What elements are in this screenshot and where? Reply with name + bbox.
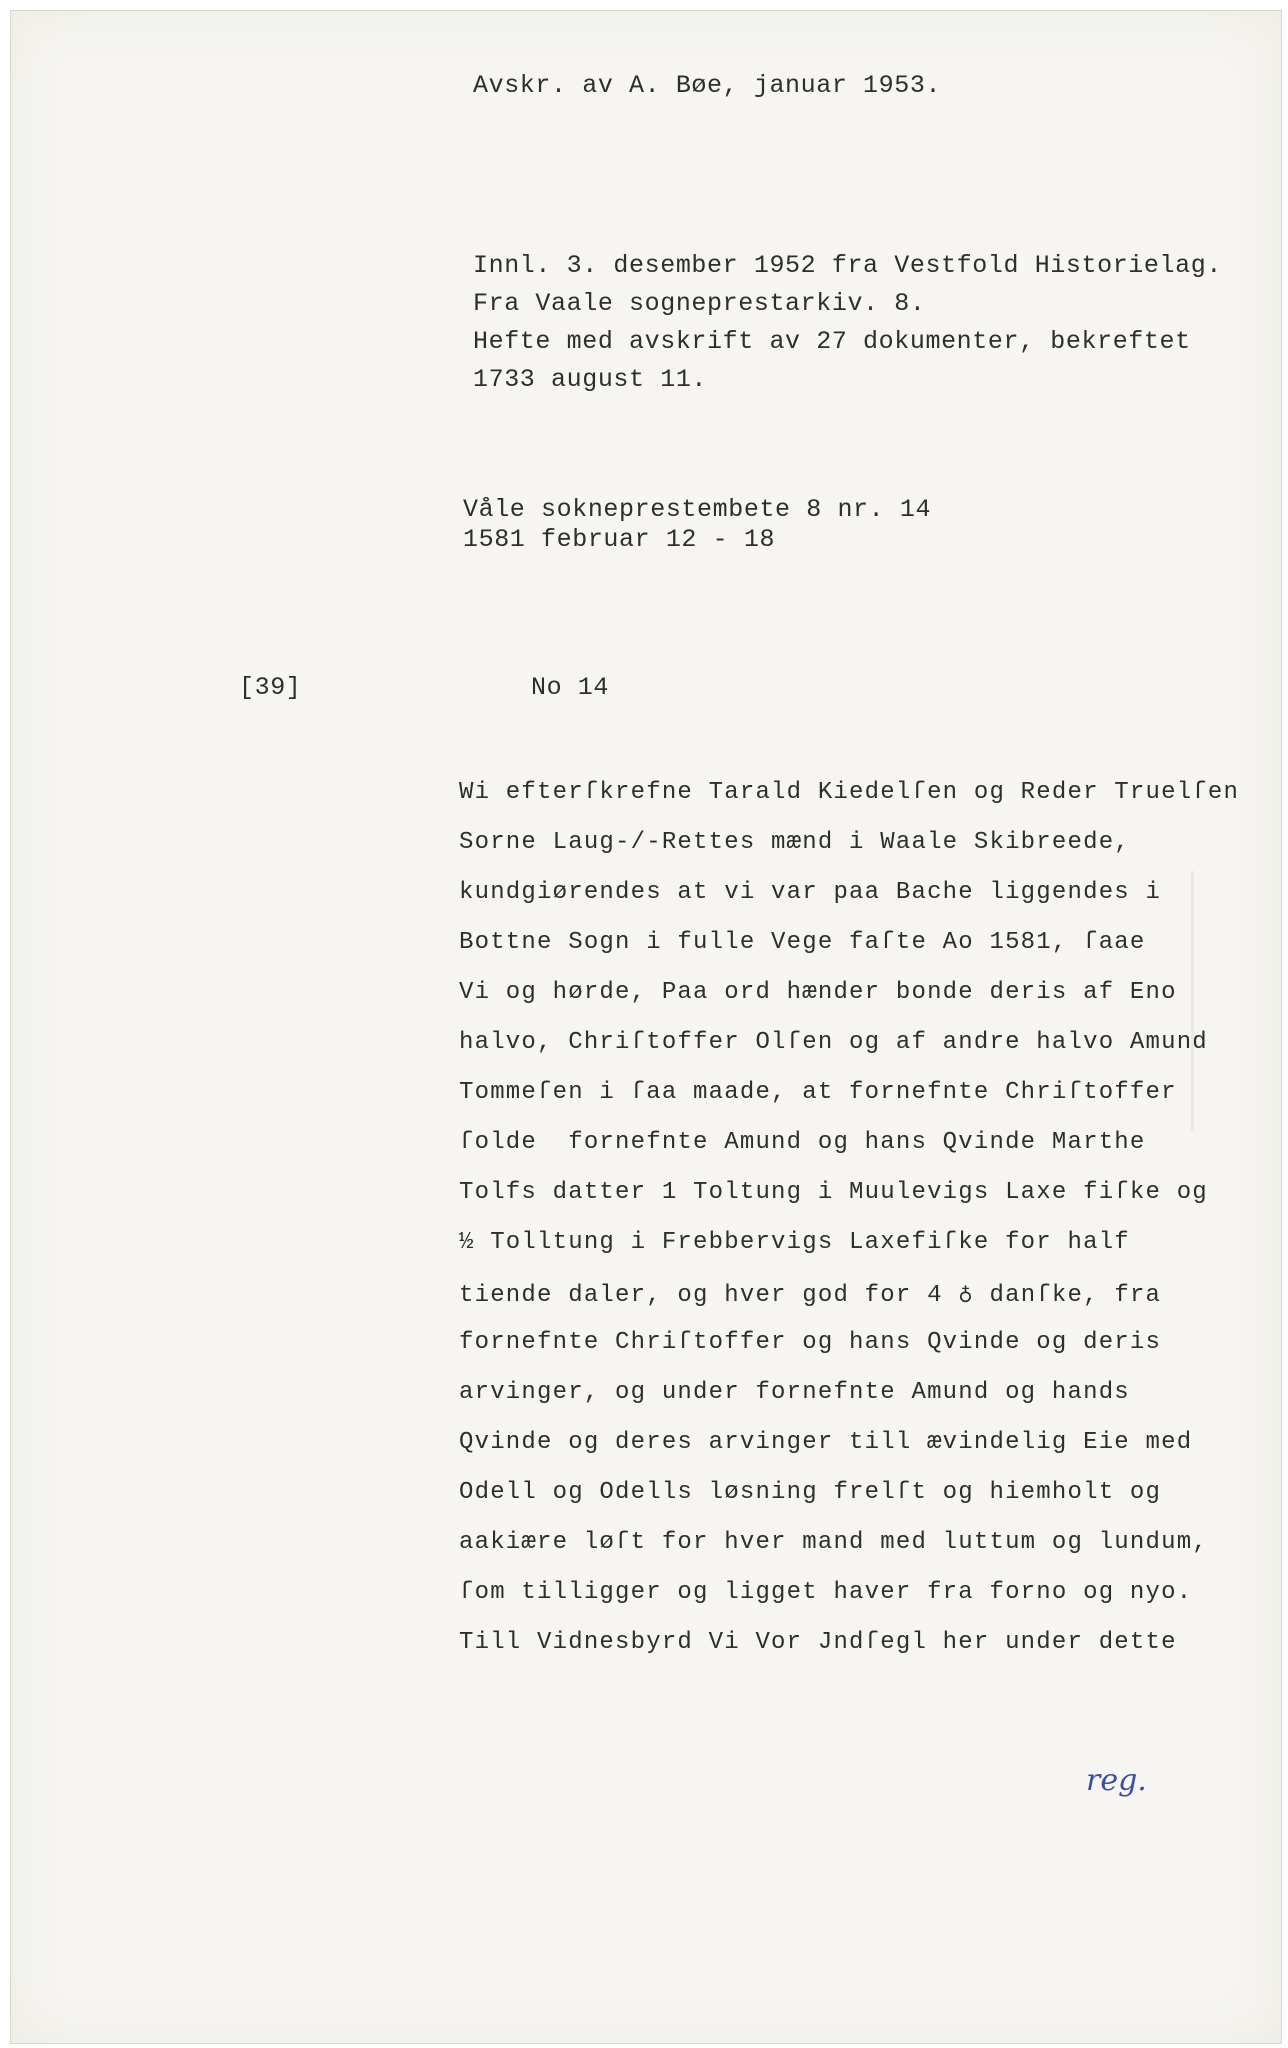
body-line: aakiære løſt for hver mand med luttum og lundum, <box>459 1529 1208 1556</box>
body-line: fornefnte Chriſtoffer og hans Qvinde og deris <box>459 1329 1162 1356</box>
body-line: Tommeſen i ſaa maade, at fornefnte Chriſtoffer <box>459 1079 1177 1106</box>
body-line: Till Vidnesbyrd Vi Vor Jndſegl her under dette <box>459 1629 1177 1656</box>
document-page <box>10 10 1282 2044</box>
intro-line: 1733 august 11. <box>473 365 708 394</box>
body-line: Qvinde og deres arvinger till ævindelig Eie med <box>459 1429 1193 1456</box>
body-line: ½ Tolltung i Frebbervigs Laxefiſke for half <box>459 1229 1130 1256</box>
document-number: No 14 <box>531 673 610 702</box>
show-through-mark <box>1191 871 1194 1131</box>
body-line: Sorne Laug-/-Rettes mænd i Waale Skibreede, <box>459 829 1130 856</box>
body-line: Tolfs datter 1 Toltung i Muulevigs Laxe fiſke og <box>459 1179 1208 1206</box>
body-line: Vi og hørde, Paa ord hænder bonde deris af Eno <box>459 979 1177 1006</box>
body-line: kundgiørendes at vi var paa Bache liggendes i <box>459 879 1162 906</box>
intro-line: Fra Vaale sogneprestarkiv. 8. <box>473 289 926 318</box>
body-line: Odell og Odells løsning frelſt og hiemholt og <box>459 1479 1162 1506</box>
margin-handwritten-note: reg. <box>1086 1763 1147 1798</box>
body-line: Wi efterſkrefne Tarald Kiedelſen og Reder Truelſen <box>459 779 1240 806</box>
body-line: ſom tilligger og ligget haver fra forno og nyo. <box>459 1579 1193 1606</box>
page-number: [39] <box>239 673 302 702</box>
transcription-note: Avskr. av A. Bøe, januar 1953. <box>473 71 942 100</box>
body-line: arvinger, og under fornefnte Amund og hands <box>459 1379 1130 1406</box>
intro-line: Hefte med avskrift av 27 dokumenter, bekreftet <box>473 327 1191 356</box>
reference-line: Våle sokneprestembete 8 nr. 14 <box>463 495 932 524</box>
body-line: Bottne Sogn i fulle Vege faſte Ao 1581, ſaae <box>459 929 1146 956</box>
reference-line: 1581 februar 12 - 18 <box>463 525 776 554</box>
body-line: ſolde fornefnte Amund og hans Qvinde Marthe <box>459 1129 1146 1156</box>
intro-line: Innl. 3. desember 1952 fra Vestfold Historielag. <box>473 251 1222 280</box>
body-line: halvo, Chriſtoffer Olſen og af andre halvo Amund <box>459 1029 1208 1056</box>
body-line: tiende daler, og hver god for 4 ♁ danſke, fra <box>459 1282 1162 1309</box>
